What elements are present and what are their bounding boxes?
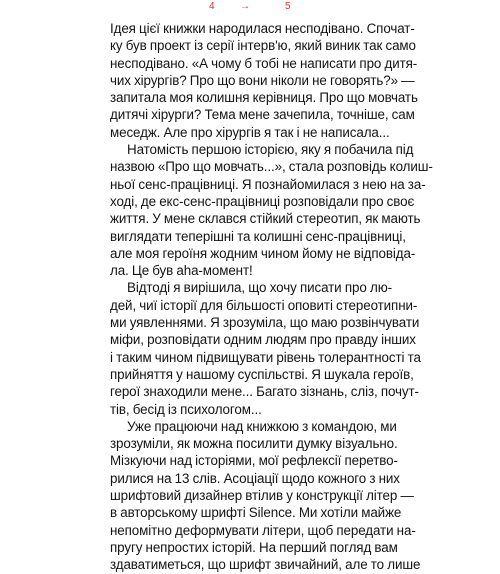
- text-line: Мізкуючи над історіями, мої рефлексії перетво-: [110, 453, 398, 469]
- text-line: несподівано. «А чому б тобі не написати про дитя-: [110, 55, 418, 71]
- text-line: рилися на 13 слів. Асоціації щодо кожного з них: [110, 470, 400, 486]
- text-line: в авторському шрифті Silence. Ми хотіли майже: [110, 505, 402, 521]
- text-line: дей, чиї історії для більшості оповиті стереотипни-: [110, 297, 418, 313]
- paragraph: [110, 141, 433, 279]
- text-line: життя. У мене склався стійкий стереотип, як мають: [110, 211, 421, 227]
- text-line: меседж. Але про хірургів я так і не написала...: [110, 124, 390, 140]
- text-line: ла. Це був aha-момент!: [110, 263, 253, 279]
- text-line: запитала моя колишня керівниця. Про що мовчать: [110, 90, 418, 106]
- text-line: але моя героїня жодним чином йому не відповіда-: [110, 245, 416, 261]
- text-line: пругу непростих історій. На перший погляд вам: [110, 539, 398, 555]
- text-line: і таким чином підвищувати рівень толерантності та: [110, 349, 421, 365]
- text-line: здаватиметься, що шрифт звичайний, але то лише: [110, 557, 421, 573]
- text-line: ку був проект із серії інтерв'ю, який виник так само: [110, 38, 416, 54]
- paragraph: [110, 20, 418, 141]
- text-line: міфи, розповідати одним людям про правду інших: [110, 332, 416, 348]
- text-line: непомітно деформувати літери, щоб передати на-: [110, 522, 416, 538]
- text-line: зрозуміли, як можна посилити думку візуально.: [110, 436, 398, 452]
- body-text: [110, 20, 433, 574]
- text-line: шрифтовий дизайнер втілив у конструкції літер —: [110, 488, 414, 504]
- text-line: Натомість першою історією, яку я побачила під: [127, 142, 414, 158]
- page-number-right[interactable]: 5: [285, 1, 291, 12]
- page-navigation: [0, 0, 500, 14]
- page-number-left[interactable]: 4: [209, 1, 215, 12]
- text-line: прийняття у нашому суспільстві. Я шукала героїв,: [110, 366, 414, 382]
- text-line: назвою «Про що мовчать...», стала розповідь колиш-: [110, 159, 433, 175]
- arrow-right-icon[interactable]: →: [240, 1, 250, 12]
- text-line: дитячі хірурги? Тема мене зачепила, точніше, сам: [110, 107, 415, 123]
- text-line: виглядати теперішні та колишні сенс-працівниці,: [110, 228, 406, 244]
- text-line: Відтоді я вирішила, що хочу писати про лю-: [127, 280, 392, 296]
- text-line: герої знаходили мене... Багато зізнань, сліз, почут-: [110, 384, 419, 400]
- paragraph: [110, 279, 421, 417]
- text-line: ньої сенс-працівниці. Я познайомилася з нею на за-: [110, 176, 426, 192]
- text-line: ході, де екс-сенс-працівниці розповідали про своє: [110, 193, 415, 209]
- text-line: чих хірургів? Про що вони ніколи не говорять?» —: [110, 72, 415, 88]
- text-line: Ідея цієї книжки народилася несподівано. Спочат-: [110, 21, 415, 36]
- text-line: Уже працюючи над книжкою з командою, ми: [127, 418, 397, 434]
- text-line: ми уявленнями. Я зрозуміла, що маю розвінчувати: [110, 315, 420, 331]
- paragraph: [110, 418, 421, 574]
- text-line: тів, бесід із психологом...: [110, 401, 262, 417]
